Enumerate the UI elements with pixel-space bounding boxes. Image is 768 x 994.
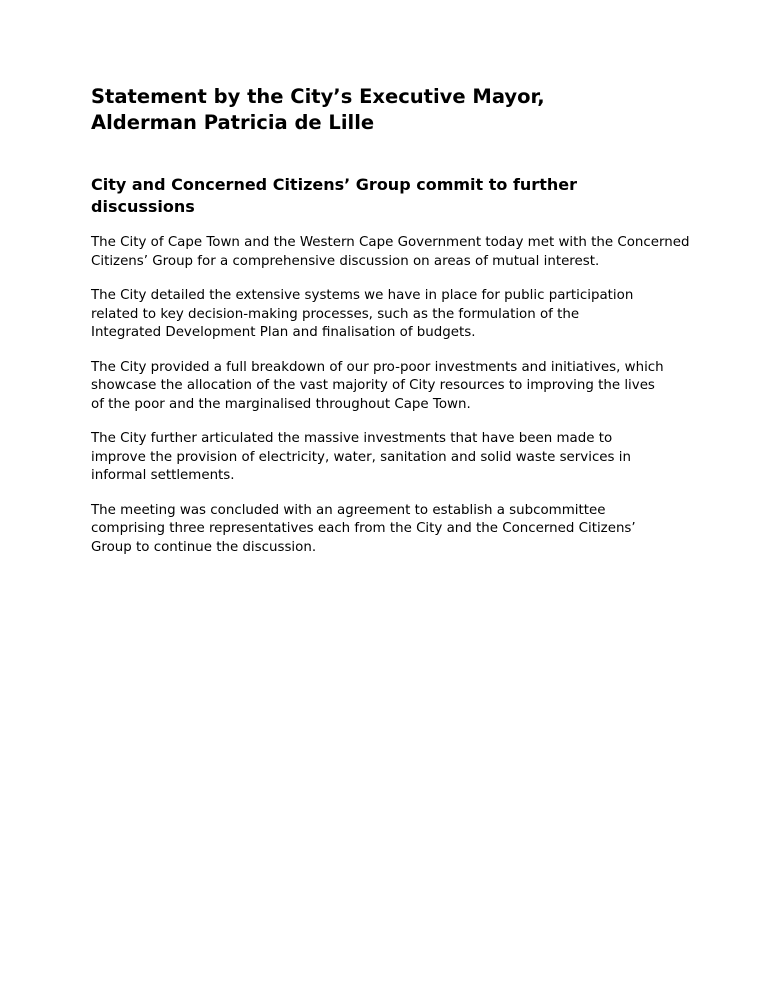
body-paragraph: The City of Cape Town and the Western Cape Government today met with the Concerned Citizens’ Group for a comprehensive discussion on areas of mutual interest. — [91, 235, 690, 269]
body-paragraph: The City detailed the extensive systems we have in place for public participation related to key decision-making processes, such as the formulation of the Integrated Development Plan and finalisation of budgets. — [91, 288, 634, 340]
body-paragraph: The City provided a full breakdown of our pro-poor investments and initiatives, which showcase the allocation of the vast majority of City resources to improving the lives of the poor and the marginalised throughout Cape Town. — [91, 359, 664, 412]
document-body — [91, 84, 691, 557]
body-paragraph: The City further articulated the massive investments that have been made to improve the provision of electricity, water, sanitation and solid waste services in informal settlements. — [91, 431, 631, 483]
body-paragraph: The meeting was concluded with an agreement to establish a subcommittee comprising three representatives each from the City and the Concerned Citizens’ Group to continue the discussion. — [91, 502, 636, 555]
statement-headline: City and Concerned Citizens’ Group commit to further discussions — [91, 175, 577, 216]
statement-title: Statement by the City’s Executive Mayor, Alderman Patricia de Lille — [91, 85, 545, 134]
